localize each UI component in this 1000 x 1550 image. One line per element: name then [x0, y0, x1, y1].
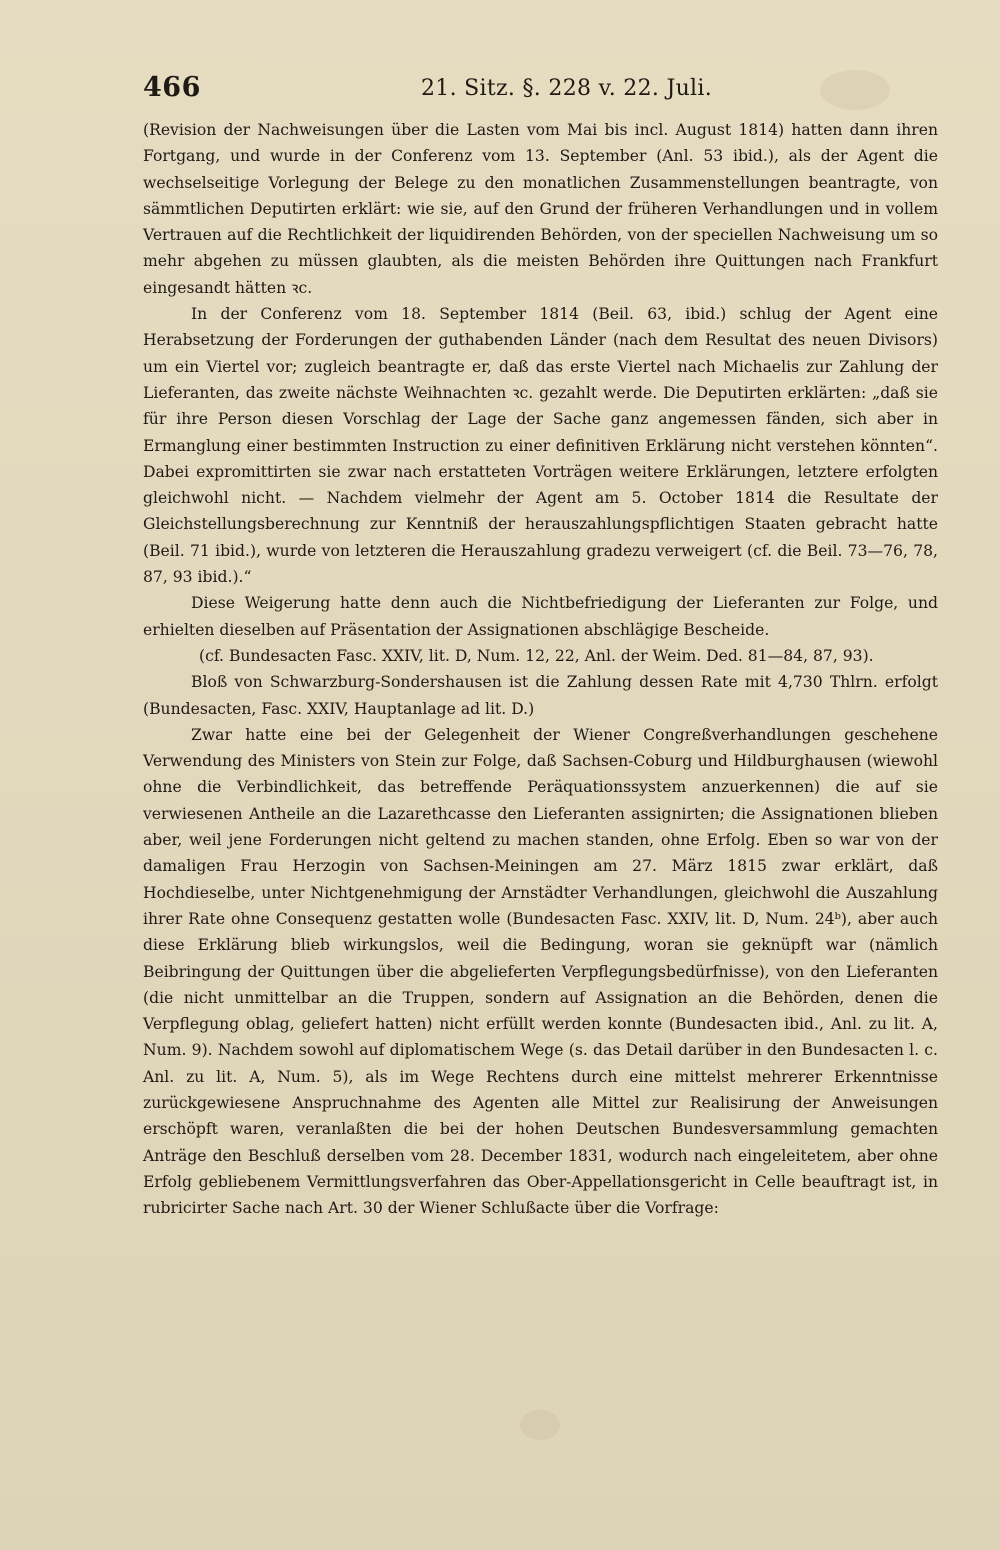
paragraph: (Revision der Nachweisungen über die Lasten vom Mai bis incl. August 1814) hatten dann ihren Fortgang, und wurde in der Conferenz vom 13. September (Anl. 53 ibid.), als der Agent die wechselseitige Vorlegung der Belege zu den monatlichen Zusammenstellungen beantragte, von sämmtlichen Deputirten erklärt: wie sie, auf den Grund der früheren Verhandlungen und in vollem Vertrauen auf die Rechtlichkeit der liquidirenden Behörden, von der speciellen Nachweisung um so mehr abgehen zu müssen glaubten, als die meisten Behörden ihre Quittungen nach Frankfurt eingesandt hätten ꝛc.	[143, 121, 938, 297]
paragraph: Diese Weigerung hatte denn auch die Nichtbefriedigung der Lieferanten zur Folge, und erhielten dieselben auf Präsentation der Assignationen abschlägige Bescheide.	[143, 594, 938, 639]
paragraph: Bloß von Schwarzburg-Sondershausen ist die Zahlung dessen Rate mit 4,730 Thlrn. erfolgt (Bundesacten, Fasc. XXIV, Hauptanlage ad lit. D.)	[143, 673, 938, 718]
running-head: 21. Sitz. §. 228 v. 22. Juli.	[421, 76, 713, 101]
paper-stain	[520, 1410, 560, 1440]
page-number: 466	[143, 72, 201, 103]
paragraph: In der Conferenz vom 18. September 1814 (Beil. 63, ibid.) schlug der Agent eine Herabsetzung der Forderungen der guthabenden Länder (nach dem Resultat des neuen Divisors) um ein Viertel vor; zugleich beantragte er, daß das erste Viertel nach Michaelis zur Zahlung der Lieferanten, das zweite nächste Weihnachten ꝛc. gezahlt werde. Die Deputirten erklärten: „daß sie für ihre Person diesen Vorschlag der Lage der Sache ganz angemessen fänden, sich aber in Ermanglung einer bestimmten Instruction zu einer definitiven Erklärung nicht verstehen könnten“. Dabei expromittirten sie zwar nach erstatteten Vorträgen weitere Erklärungen, letztere erfolgten gleichwohl nicht. — Nachdem vielmehr der Agent am 5. October 1814 die Resultate der Gleichstellungsberechnung zur Kenntniß der herauszahlungspflichtigen Staaten gebracht hatte (Beil. 71 ibid.), wurde von letzteren die Herauszahlung gradezu verweigert (cf. die Beil. 73—76, 78, 87, 93 ibid.).“	[143, 305, 938, 587]
citation: (cf. Bundesacten Fasc. XXIV, lit. D, Num. 12, 22, Anl. der Weim. Ded. 81—84, 87, 93).	[199, 646, 874, 665]
paragraph: Zwar hatte eine bei der Gelegenheit der Wiener Congreßverhandlungen geschehene Verwendung des Ministers von Stein zur Folge, daß Sachsen-Coburg und Hildburghausen (wiewohl ohne die Verbindlichkeit, das betreffende Peräquationssystem anzuerkennen) die auf sie verwiesenen Antheile an die Lazarethcasse den Lieferanten assignirten; die Assignationen blieben aber, weil jene Forderungen nicht geltend zu machen standen, ohne Erfolg. Eben so war von der damaligen Frau Herzogin von Sachsen-Meiningen am 27. März 1815 zwar erklärt, daß Hochdieselbe, unter Nichtgenehmigung der Arnstädter Verhandlungen, gleichwohl die Auszahlung ihrer Rate ohne Consequenz gestatten wolle (Bundesacten Fasc. XXIV, lit. D, Num. 24ᵇ), aber auch diese Erklärung blieb wirkungslos, weil die Bedingung, woran sie geknüpft war (nämlich Beibringung der Quittungen über die abgelieferten Verpflegungsbedürfnisse), von den Lieferanten (die nicht unmittelbar an die Truppen, sondern auf Assignation an die Behörden, denen die Verpflegung oblag, geliefert hatten) nicht erfüllt werden konnte (Bundesacten ibid., Anl. zu lit. A, Num. 9). Nachdem sowohl auf diplomatischem Wege (s. das Detail darüber in den Bundesacten l. c. Anl. zu lit. A, Num. 5), als im Wege Rechtens durch eine mittelst mehrerer Erkenntnisse zurückgewiesene Anspruchnahme des Agenten alle Mittel zur Realisirung der Anweisungen erschöpft waren, veranlaßten die bei der hohen Deutschen Bundesversammlung gemachten Anträge den Beschluß derselben vom 28. December 1831, wodurch nach eingeleitetem, aber ohne Erfolg gebliebenem Vermittlungsverfahren das Ober-Appellationsgericht in Celle beauftragt ist, in rubricirter Sache nach Art. 30 der Wiener Schlußacte über die Vorfrage:	[143, 725, 938, 1218]
body-text	[143, 117, 938, 1221]
page-header	[143, 72, 863, 112]
